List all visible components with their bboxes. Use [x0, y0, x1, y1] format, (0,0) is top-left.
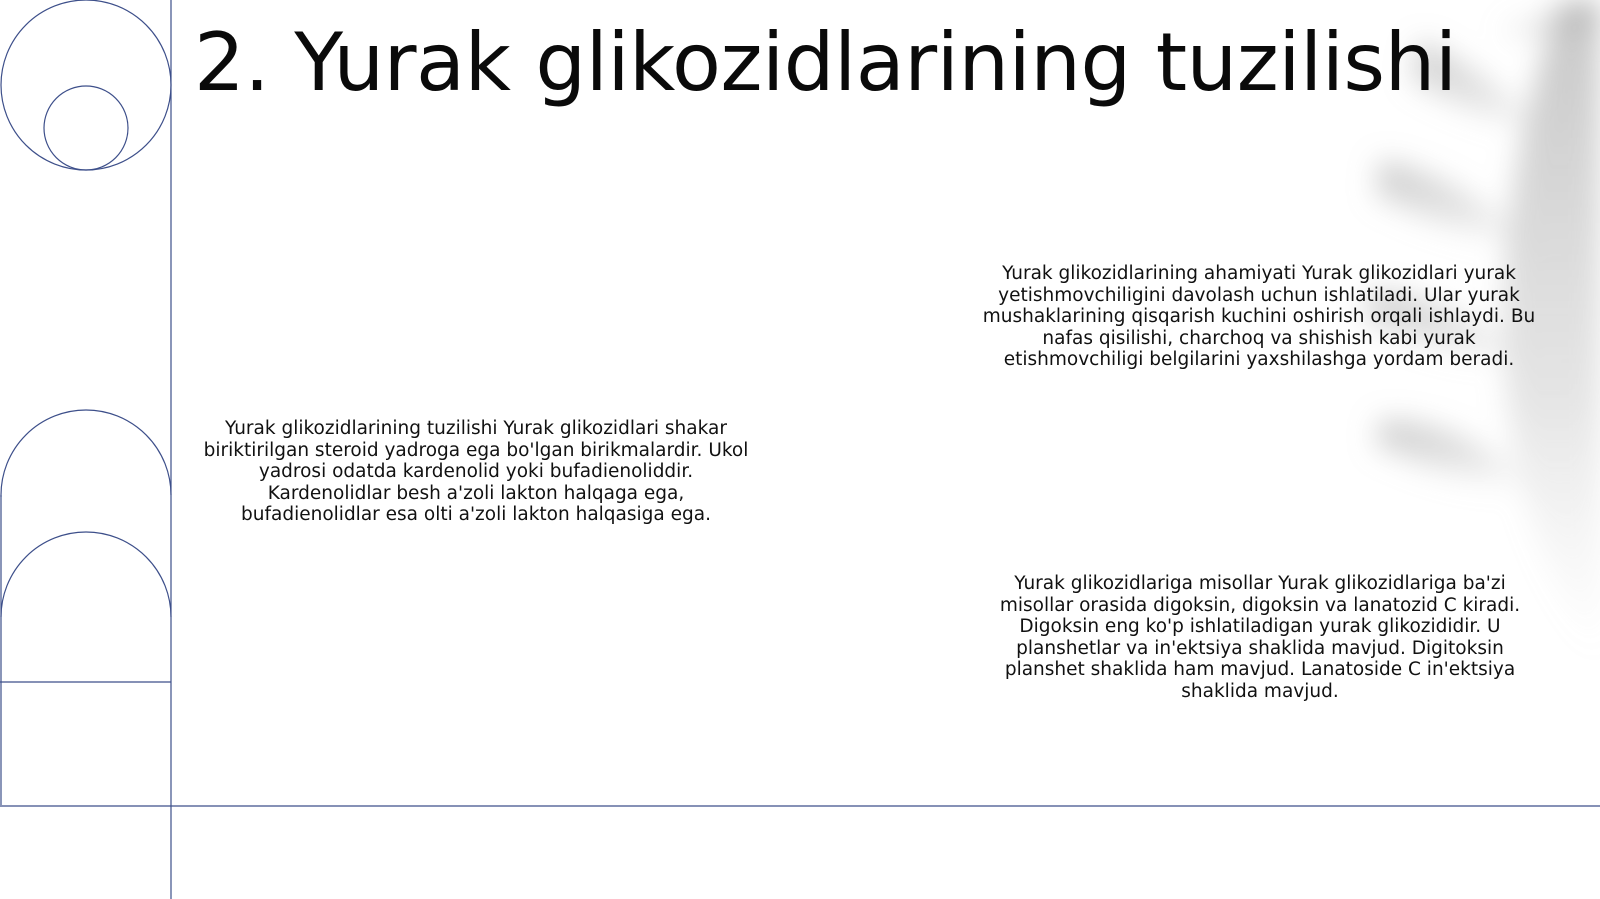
paragraph-importance: Yurak glikozidlarining ahamiyati Yurak glikozidlari yurak yetishmovchiligini davolash uchun ishlatiladi. Ular yurak mushaklarining qisqarish kuchini oshirish orqali ishlaydi. Bu nafas qisilishi, charchoq va shishish kabi yurak etishmovchiligi belgilarini yaxshilashga yordam beradi. — [982, 263, 1536, 370]
upper-arch — [1, 410, 171, 497]
paragraph-structure: Yurak glikozidlarining tuzilishi Yurak glikozidlari shakar biriktirilgan steroid yadroga ega bo'lgan birikmalardir. Ukol yadrosi odatda kardenolid yoki bufadienoliddir. Kardenolidlar besh a'zoli lakton halqaga ega, bufadienolidlar esa olti a'zoli lakton halqasiga ega. — [203, 418, 749, 525]
slide-title: 2. Yurak glikozidlarining tuzilishi — [194, 16, 1457, 109]
top-small-circle — [44, 86, 128, 170]
paragraph-examples: Yurak glikozidlariga misollar Yurak glikozidlariga ba'zi misollar orasida digoksin, digoksin va lanatozid C kiradi. Digoksin eng ko'p ishlatiladigan yurak glikozididir. U planshetlar va in'ektsiya shaklida mavjud. Digitoksin planshet shaklida ham mavjud. Lanatoside C in'ektsiya shaklida mavjud. — [999, 573, 1521, 702]
top-large-circle — [1, 0, 171, 170]
lower-arch — [1, 532, 171, 617]
